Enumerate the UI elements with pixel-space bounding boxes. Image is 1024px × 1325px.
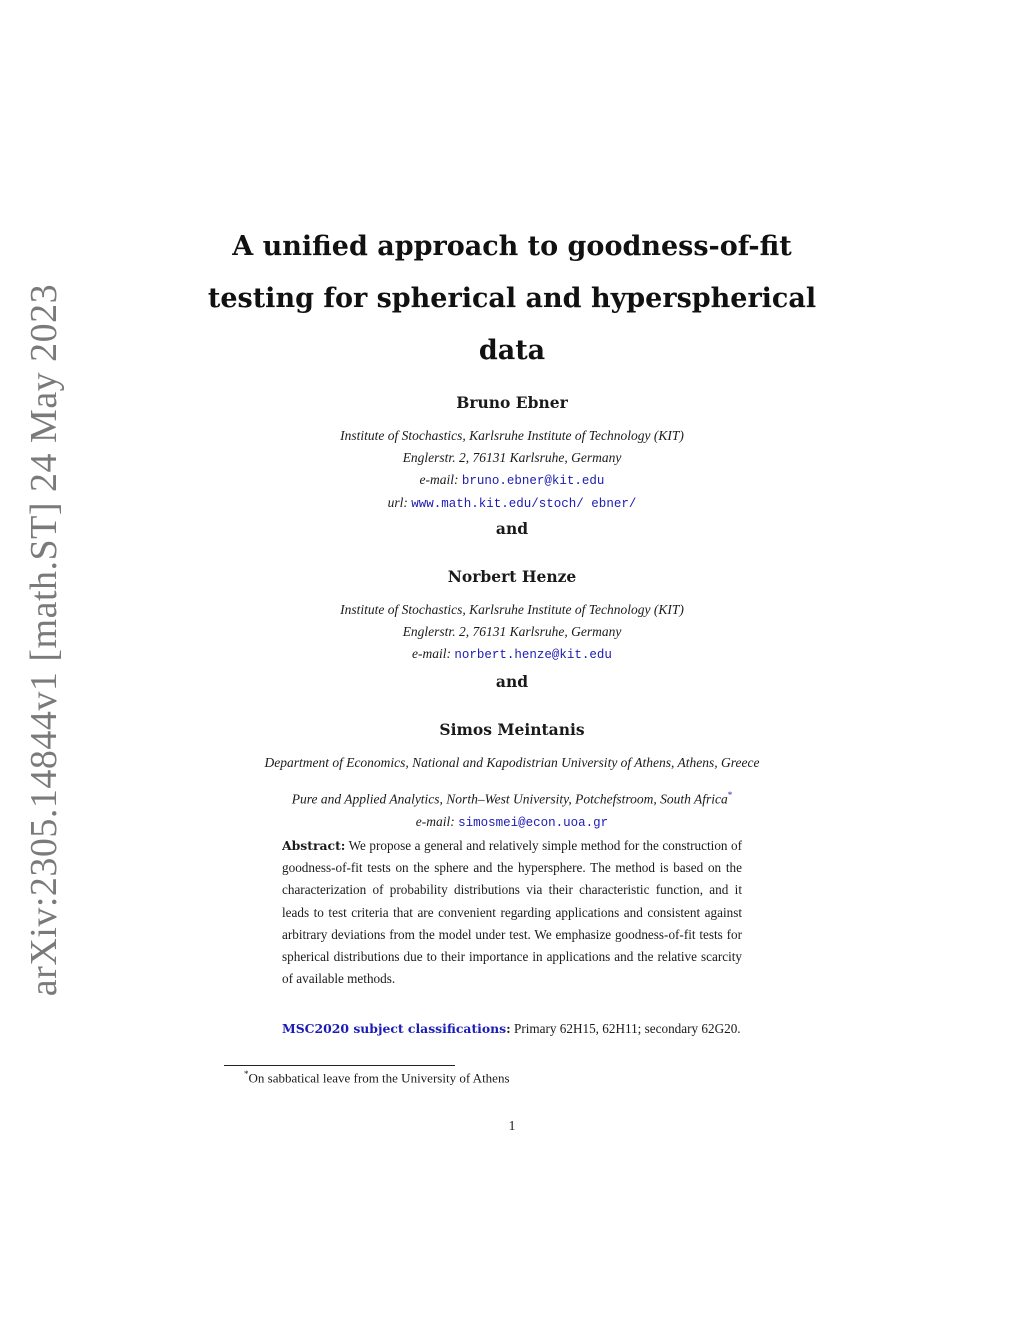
msc-text: Primary 62H15, 62H11; secondary 62G20. [514, 1021, 741, 1036]
author-name: Simos Meintanis [439, 720, 585, 739]
and-separator: and [495, 672, 529, 691]
msc-colon: : [506, 1021, 511, 1036]
arxiv-stamp: arXiv:2305.14844v1 [math.ST] 24 May 2023 [23, 283, 65, 997]
author-name: Norbert Henze [447, 567, 577, 586]
title-line: testing for spherical and hyperspherical [207, 283, 817, 314]
abstract-text: We propose a general and relatively simple method for the construction of goodness-of-fit tests on the sphere and the hypersphere. The method is based on the characterization of probability distributions via their characteristic function, and it leads to test criteria that are convenient regarding applications and consistent against arbitrary deviations from the model under test. We emphasize goodness-of-fit tests for spherical distributions due to their importance in applications and the relative scarcity of available methods. [282, 838, 742, 987]
url-label: url: [387, 495, 408, 510]
institute: Institute of Stochastics, Karlsruhe Institute of Technology (KIT) [340, 602, 684, 617]
email-label: e-mail: [412, 646, 452, 661]
author-name: Bruno Ebner [456, 393, 568, 412]
footnote-mark: * [244, 1069, 249, 1079]
abstract-label: Abstract: [282, 838, 346, 853]
author-affiliation [0, 425, 1024, 515]
address: Englerstr. 2, 76131 Karlsruhe, Germany [402, 624, 622, 639]
footnote-text: On sabbatical leave from the University of Athens [248, 1070, 510, 1086]
email-line [0, 469, 1024, 492]
url-line [0, 492, 1024, 515]
title-line: A unified approach to goodness-of-fit [232, 231, 792, 262]
footnote-rule [224, 1065, 455, 1066]
affiliation-line [0, 784, 1024, 811]
title-line: data [478, 335, 546, 366]
url-link[interactable]: www.math.kit.edu/stoch/ ebner/ [411, 497, 637, 511]
institute: Institute of Stochastics, Karlsruhe Institute of Technology (KIT) [340, 428, 684, 443]
email-link[interactable]: simosmei@econ.uoa.gr [458, 815, 609, 830]
msc-link[interactable]: MSC2020 subject classifications [282, 1021, 507, 1036]
affiliation-text: Pure and Applied Analytics, North–West University, Potchefstroom, South Africa [291, 791, 728, 807]
abstract [282, 835, 742, 990]
footnote-mark[interactable]: * [727, 790, 733, 800]
footnote [244, 1069, 510, 1086]
email-label: e-mail: [419, 472, 459, 487]
page-number: 1 [508, 1118, 516, 1133]
address: Englerstr. 2, 76131 Karlsruhe, Germany [402, 450, 622, 465]
author-affiliation [0, 784, 1024, 834]
email-label: e-mail: [415, 813, 455, 829]
email-line [0, 643, 1024, 666]
department: Department of Economics, National and Kapodistrian University of Athens, Athens, Greece [264, 755, 760, 770]
author-affiliation [0, 599, 1024, 666]
email-line [0, 811, 1024, 834]
paper-title [0, 221, 1024, 377]
msc-classifications [282, 1018, 742, 1040]
email-link[interactable]: norbert.henze@kit.edu [454, 648, 612, 662]
email-link[interactable]: bruno.ebner@kit.edu [461, 474, 605, 488]
and-separator: and [495, 519, 529, 538]
